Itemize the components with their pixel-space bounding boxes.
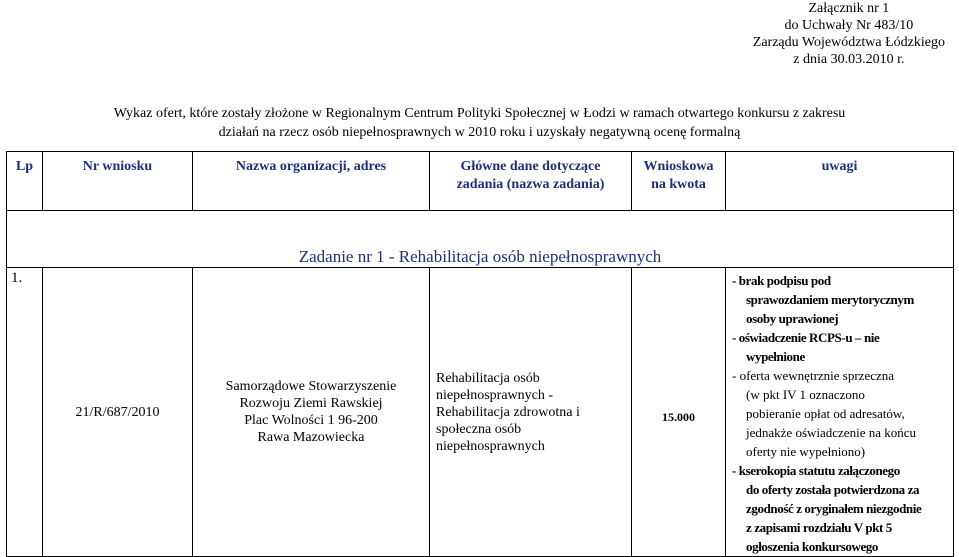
section-title: Zadanie nr 1 - Rehabilitacja osób niepełnosprawnych: [7, 211, 954, 268]
remark-4-line-3: zgodność z oryginałem niezgodnie: [746, 501, 922, 516]
header-amount-line-2: na kwota: [651, 177, 706, 192]
header-main-data-line-1: Główne dane dotyczące: [460, 159, 601, 174]
header-amount: [632, 152, 726, 211]
annex-header: [753, 0, 945, 68]
remark-4-line-4: z zapisami rozdziału V pkt 5: [746, 520, 892, 535]
row-application-no: 21/R/687/2010: [43, 268, 193, 557]
remark-missing-signature: [732, 271, 951, 328]
task-line-3: Rehabilitacja zdrowotna i: [436, 404, 580, 420]
header-application-no: Nr wniosku: [43, 152, 193, 211]
row-task: [430, 268, 632, 557]
header-amount-line-1: Wnioskowa: [643, 159, 714, 174]
remark-4-line-1: - kserokopia statutu załączonego: [732, 463, 900, 478]
row-amount: 15.000: [632, 268, 726, 557]
remark-statement-not-filled: [732, 328, 951, 366]
org-line-1: Samorządowe Stowarzyszenie: [225, 379, 397, 394]
annex-title: Załącznik nr 1: [808, 1, 890, 16]
header-remarks: uwagi: [726, 152, 954, 211]
remark-1-line-3: osoby uprawionej: [746, 311, 839, 326]
org-line-3: Plac Wolności 1 96-200: [244, 413, 378, 428]
row-remarks: [726, 268, 954, 557]
heading-line-1: Wykaz ofert, które zostały złożone w Regionalnym Centrum Polityki Społecznej w Łodzi w ramach otwartego konkursu z zakresu: [113, 106, 846, 121]
task-line-4: społeczna osób: [436, 421, 522, 437]
remark-2-line-1: - oświadczenie RCPS-u – nie: [732, 330, 880, 345]
task-line-1: Rehabilitacja osób: [436, 370, 540, 386]
remark-2-line-2: wypełnione: [746, 349, 805, 364]
org-line-4: Rawa Mazowiecka: [257, 430, 365, 445]
section-row: [7, 211, 954, 268]
annex-resolution: do Uchwały Nr 483/10: [784, 18, 914, 33]
remark-3-line-4: jednakże oświadczenie na końcu: [746, 425, 917, 440]
remark-3-line-2: (w pkt IV 1 oznaczono: [746, 387, 865, 402]
header-main-data: [430, 152, 632, 211]
task-line-2: niepełnosprawnych -: [436, 387, 554, 403]
row-organization: [193, 268, 430, 557]
org-line-2: Rozwoju Ziemi Rawskiej: [239, 396, 383, 411]
annex-board: Zarządu Województwa Łódzkiego: [752, 35, 945, 50]
header-row: [7, 152, 954, 211]
remark-4-line-2: do oferty została potwierdzona za: [746, 482, 920, 497]
remark-3-line-1: - oferta wewnętrznie sprzeczna: [732, 368, 895, 383]
task-line-5: niepełnosprawnych: [436, 438, 545, 454]
remark-1-line-2: sprawozdaniem merytorycznym: [746, 292, 914, 307]
remark-statute-copy: [732, 461, 951, 556]
remark-3-line-3: pobieranie opłat od adresatów,: [746, 406, 905, 421]
heading-line-2: działań na rzecz osób niepełnosprawnych w 2010 roku i uzyskały negatywną ocenę formalną: [218, 125, 741, 140]
remark-1-line-1: - brak podpisu pod: [732, 273, 831, 288]
row-lp: 1.: [7, 268, 43, 557]
remark-contradictory-offer: [732, 366, 951, 461]
header-main-data-line-2: zadania (nazwa zadania): [456, 177, 605, 192]
table-row: [7, 268, 954, 557]
offers-table: [6, 151, 954, 557]
header-organization: Nazwa organizacji, adres: [193, 152, 430, 211]
header-lp: Lp: [7, 152, 43, 211]
remark-3-line-5: oferty nie wypełniono): [746, 444, 866, 459]
annex-date: z dnia 30.03.2010 r.: [793, 52, 905, 67]
remark-4-line-5: ogłoszenia konkursowego: [746, 539, 879, 554]
document-heading: [0, 104, 959, 142]
